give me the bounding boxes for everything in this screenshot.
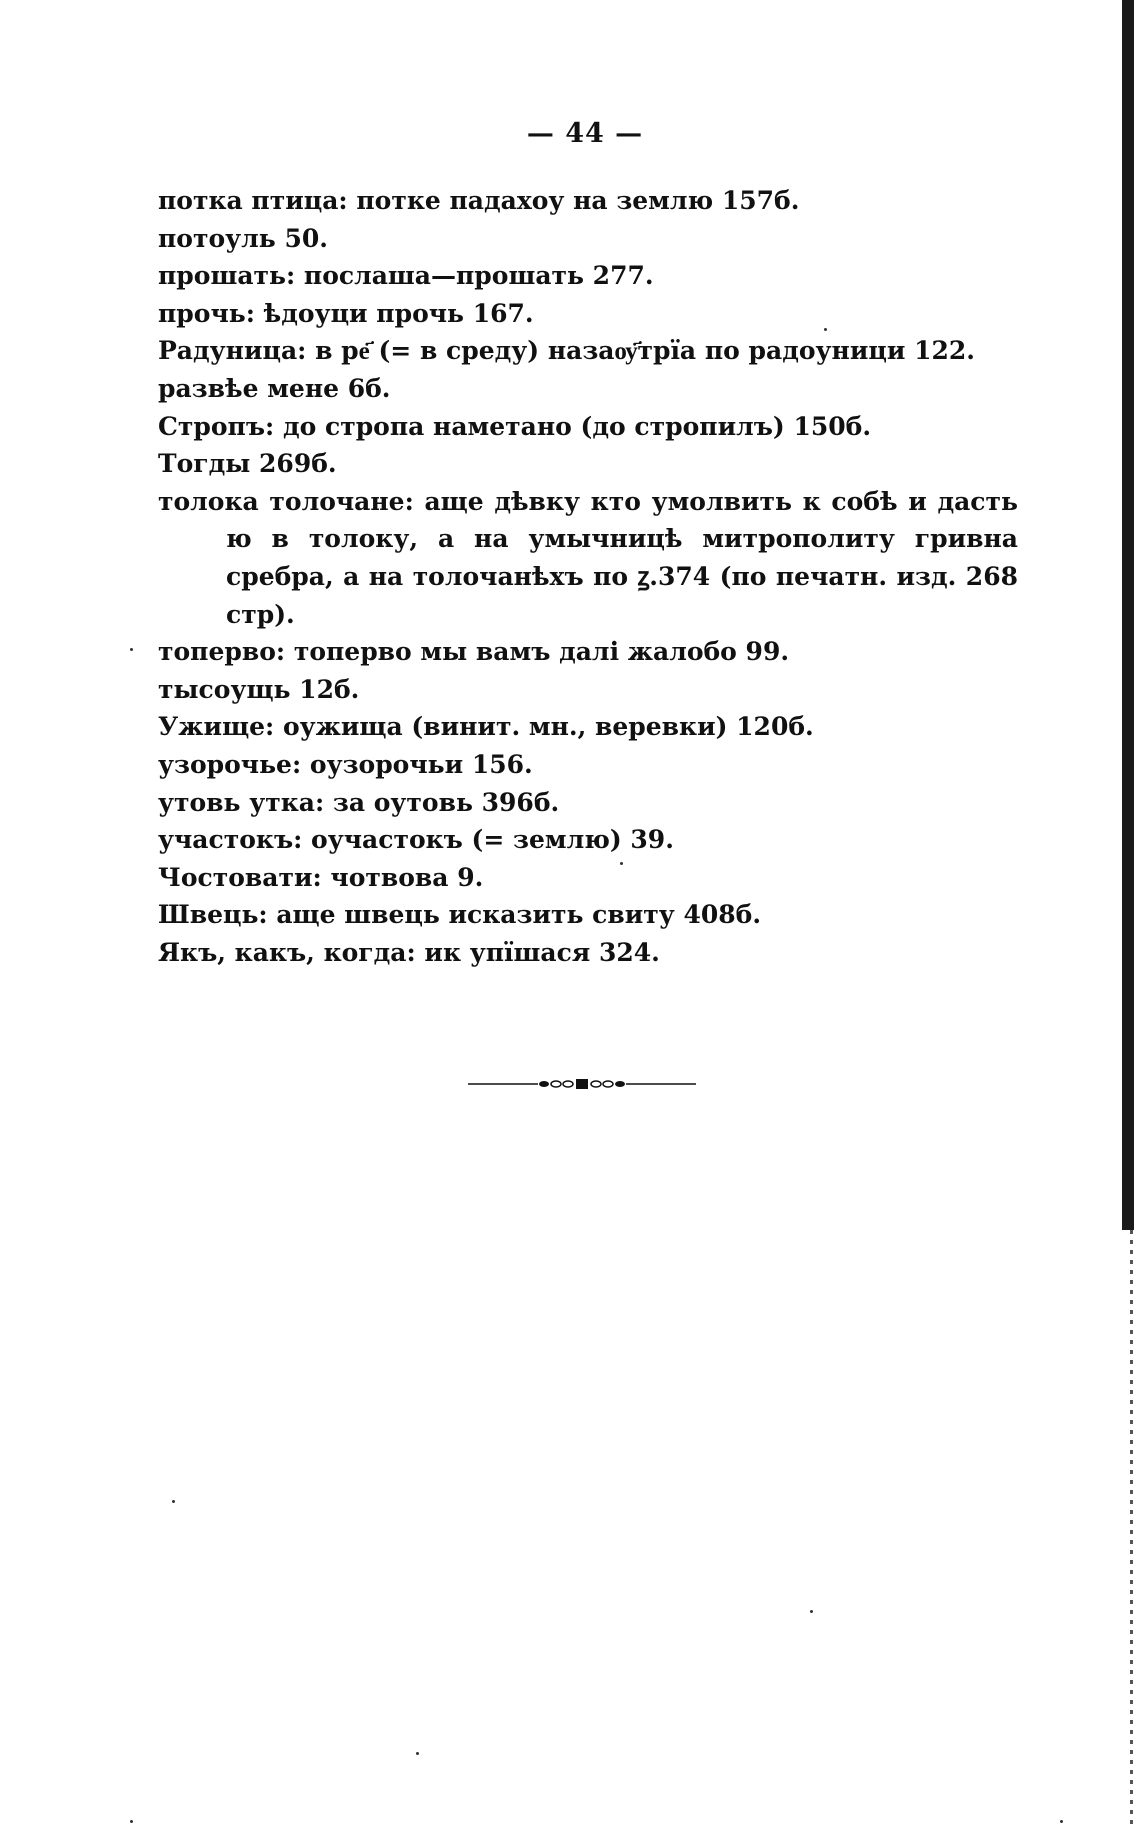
glossary-entry: топерво: топерво мы вамъ далі жалобо 99. [158, 637, 790, 667]
scan-speck [620, 862, 623, 865]
scan-speck [824, 328, 827, 331]
glossary-entry: тысоущь 12б. [158, 674, 360, 704]
glossary-entry: Чостовати: чотвова 9. [158, 862, 484, 892]
glossary-entry: Швець: аще швець исказить свиту 408б. [158, 900, 762, 930]
glossary-entry: участокъ: оучастокъ (= землю) 39. [158, 825, 674, 855]
glossary-entry: Ужище: оужища (винит. мн., веревки) 120б. [158, 712, 814, 742]
glossary-entry: узорочье: оузорочьи 156. [158, 749, 533, 779]
page-edge [1122, 0, 1134, 1230]
scan-speck [1060, 1820, 1063, 1823]
glossary-entry: толока толочане: аще дѣвку кто умолвить к собѣ и дасть ю в толоку, а на умычницѣ митрополиту гривна сребра, а на толочанѣхъ по ꙁ.374 (по печатн. изд. 268 стр). [158, 486, 1018, 629]
glossary-entries [158, 182, 1018, 971]
glossary-entry: прочь: ѣдоуци прочь 167. [158, 298, 534, 328]
glossary-entry: развѣе мене 6б. [158, 373, 391, 403]
glossary-entry: потка птица: потке падахоу на землю 157б. [158, 186, 800, 215]
glossary-entry: потоуль 50. [158, 223, 328, 253]
glossary-entry: Радуница: в ре҃ (= в среду) назаѹ҃трїа по радоуници 122. [158, 336, 975, 366]
scan-speck [810, 1610, 813, 1613]
scan-speck [130, 648, 133, 651]
page-number: — 44 — [526, 118, 644, 149]
glossary-entry: Якъ, какъ, когда: ик упїшася 324. [158, 937, 660, 967]
page-edge-lower [1130, 1230, 1133, 1830]
glossary-entry: Тогды 269б. [158, 449, 337, 479]
scan-speck [172, 1500, 175, 1503]
glossary-entry: утовь утка: за оутовь 396б. [158, 787, 560, 817]
end-ornament [468, 1078, 696, 1090]
scan-speck [416, 1752, 419, 1755]
scan-speck [130, 1820, 133, 1823]
glossary-entry: Стропъ: до стропа наметано (до стропилъ) 150б. [158, 411, 872, 441]
glossary-entry: прошать: послаша—прошать 277. [158, 261, 654, 291]
